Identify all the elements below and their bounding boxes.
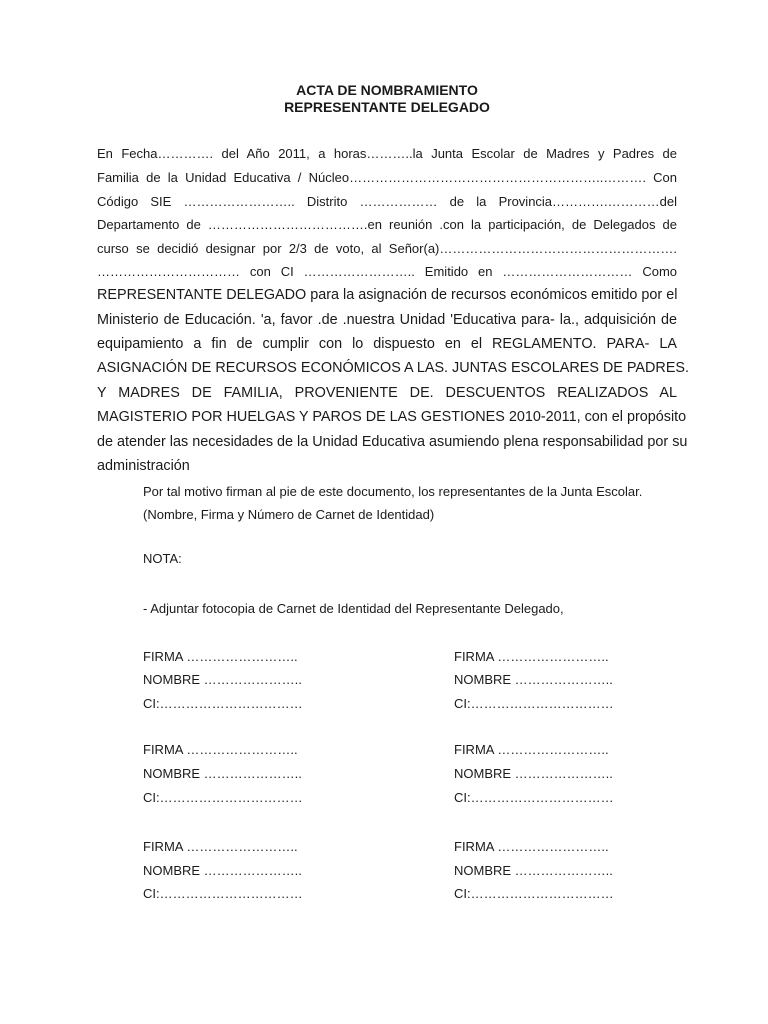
signature-firma-field: FIRMA …………………….. [143,742,298,757]
paragraph-2-line: equipamiento a fin de cumplir con lo dispuesto en el REGLAMENTO. PARA- LA [97,336,677,352]
signature-firma-field: FIRMA …………………….. [454,839,609,854]
document-title: ACTA DE NOMBRAMIENTO [296,82,478,98]
document-subtitle: REPRESENTANTE DELEGADO [284,99,490,115]
signature-ci-field: CI:…………………………… [143,790,303,805]
signature-nombre-field: NOMBRE ………………….. [143,672,302,687]
signature-nombre-field: NOMBRE ………………….. [454,766,613,781]
signature-firma-field: FIRMA …………………….. [143,839,298,854]
signature-ci-field: CI:…………………………… [454,790,614,805]
paragraph-1-line: Código SIE …………………….. Distrito ……………… de la Provincia………….…………del [97,194,677,209]
signature-nombre-field: NOMBRE ………………….. [454,863,613,878]
signature-firma-field: FIRMA …………………….. [454,649,609,664]
paragraph-2-line: MAGISTERIO POR HUELGAS Y PAROS DE LAS GESTIONES 2010-2011, con el propósito [97,409,687,425]
signature-ci-field: CI:…………………………… [143,696,303,711]
paragraph-1-line: En Fecha…………. del Año 2011, a horas………..la Junta Escolar de Madres y Padres de [97,146,677,161]
paragraph-2-line: de atender las necesidades de la Unidad Educativa asumiendo plena responsabilidad por su [97,434,688,450]
signature-firma-field: FIRMA …………………….. [454,742,609,757]
signing-instructions: (Nombre, Firma y Número de Carnet de Identidad) [143,507,435,522]
nota-text: - Adjuntar fotocopia de Carnet de Identidad del Representante Delegado, [143,601,564,616]
signature-ci-field: CI:…………………………… [454,696,614,711]
paragraph-2-line: Ministerio de Educación. 'a, favor .de .nuestra Unidad 'Educativa para- la., adquisición de [97,312,677,328]
paragraph-1-line: …………………………… con CI …………………….. Emitido en ………………………… Como [97,264,677,279]
signature-firma-field: FIRMA …………………….. [143,649,298,664]
paragraph-1-line: curso se decidió designar por 2/3 de voto, al Señor(a)………………………………………………. [97,241,677,256]
signing-statement: Por tal motivo firman al pie de este documento, los representantes de la Junta Escolar. [143,484,643,499]
paragraph-1-line: Departamento de ……………………………….en reunión .con la participación, de Delegados de [97,217,677,232]
signature-ci-field: CI:…………………………… [454,886,614,901]
paragraph-2-line: administración [97,458,190,474]
paragraph-1-line: Familia de la Unidad Educativa / Núcleo…………………………………………………..………. Con [97,170,677,185]
signature-nombre-field: NOMBRE ………………….. [454,672,613,687]
paragraph-2-line: Y MADRES DE FAMILIA, PROVENIENTE DE. DESCUENTOS REALIZADOS AL [97,385,677,401]
signature-nombre-field: NOMBRE ………………….. [143,766,302,781]
signature-nombre-field: NOMBRE ………………….. [143,863,302,878]
paragraph-2-line: REPRESENTANTE DELEGADO para la asignación de recursos económicos emitido por el [97,287,678,303]
nota-label: NOTA: [143,551,182,566]
signature-ci-field: CI:…………………………… [143,886,303,901]
paragraph-2-line: ASIGNACIÓN DE RECURSOS ECONÓMICOS A LAS. JUNTAS ESCOLARES DE PADRES. [97,360,690,376]
